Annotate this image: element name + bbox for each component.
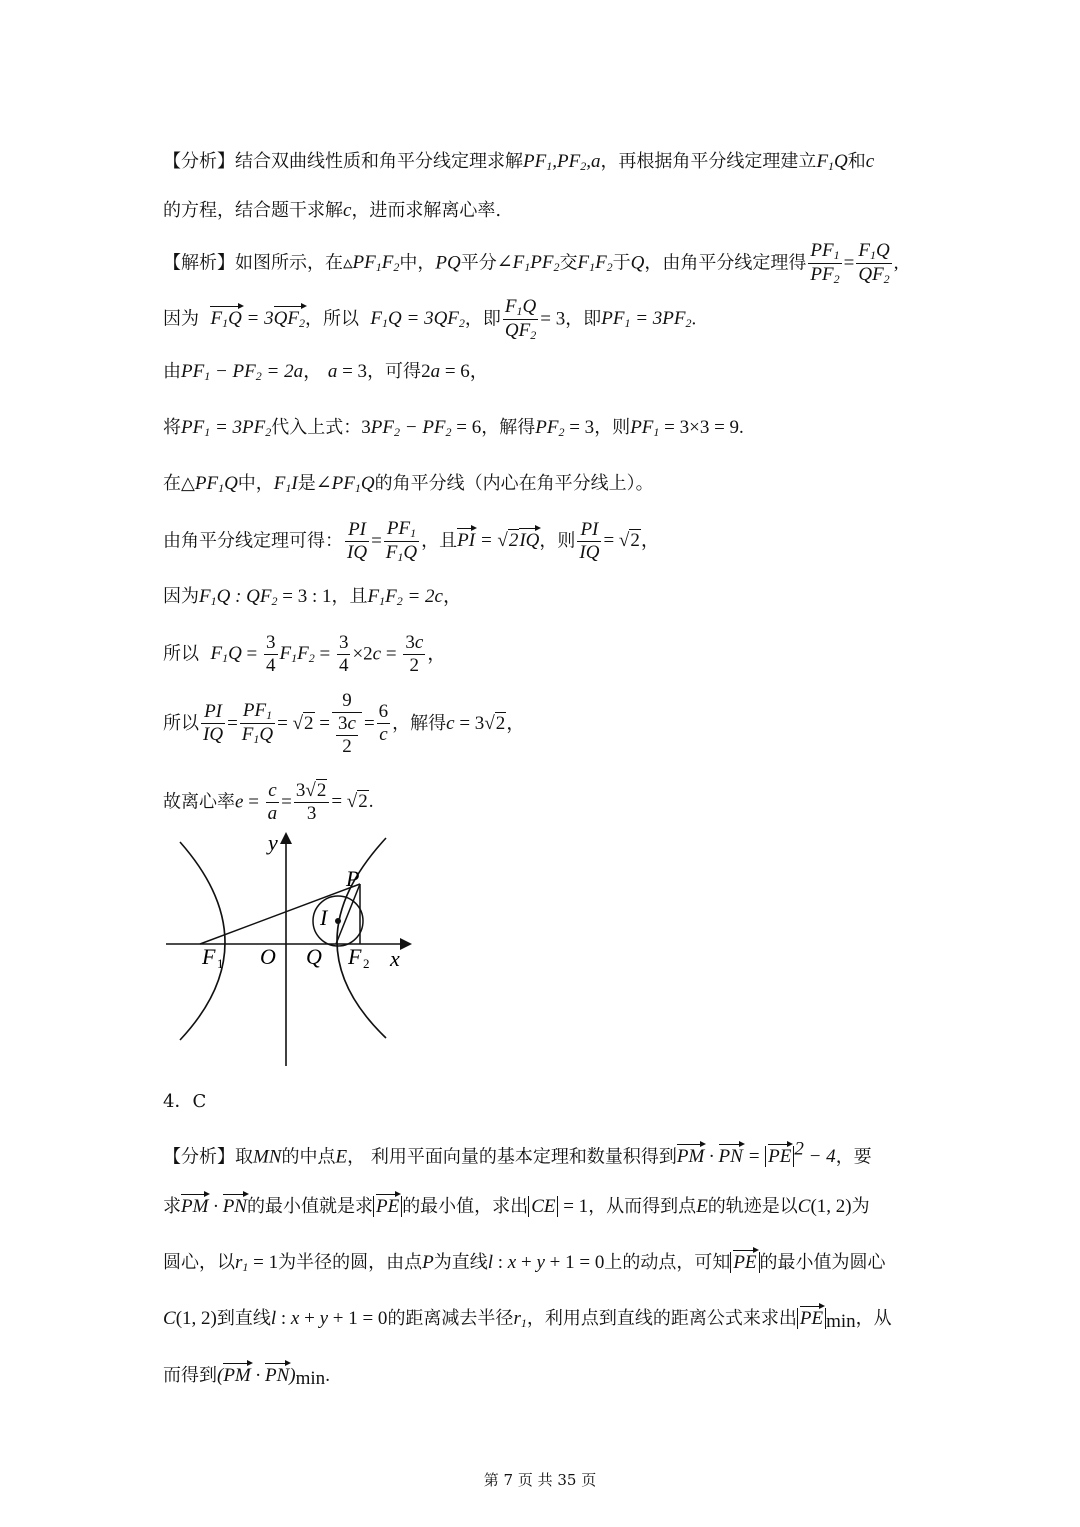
analysis-line-1: 【分析】结合双曲线性质和角平分线定理求解$PF_1,PF_2,a$，再根据角平分线定理建立$F_1Q$和c xyxy=(163,151,875,173)
solution-line-2: 因为 $F_1Q = 3QF_2$，所以 $F_1Q = 3QF_2$，即 $\frac{F_1Q}{QF_2}$ = 3，即$PF_1 = 3PF_2$. xyxy=(163,296,697,342)
solution-line-8: 所以 $F_1Q$ = $\frac{3}{4}$ $F_1F_2$ = $\frac{3}{4}$ ×2c = $\frac{3c}{2}$ ， xyxy=(163,632,447,676)
label-x: x xyxy=(390,946,400,971)
p4-line-1: 【分析】取MN的中点E， 利用平面向量的基本定理和数量积得到PM · PN = PE $^2$ − 4，要 xyxy=(163,1139,872,1168)
solution-line-5: 在$\triangle PF_1Q$中，$F_1I$是$\angle PF_1Q$的角平分线（内心在角平分线上）。 xyxy=(163,473,654,495)
label-F2: F xyxy=(348,944,362,969)
solution-line-4: 将$PF_1 = 3PF_2$代入上式：$3PF_2 - PF_2 = 6$，解得$PF_2 = 3$，则$PF_1 = 3\times 3 = 9$. xyxy=(163,417,744,439)
solution-line-6: 由角平分线定理可得： $\frac{PI}{IQ}$ = $\frac{PF_1}{F_1Q}$ ，且PI = √2IQ，则 $\frac{PI}{IQ}$ = √2， xyxy=(163,518,660,564)
segment-F1P xyxy=(200,884,360,944)
p4-line-4: C(1, 2)到直线l : x + y + 1 = 0的距离减去半径$r_1$，利用点到直线的距离公式来求出 PE $_{min}$，从 xyxy=(163,1308,892,1332)
p4-line-5: 而得到$(PM \cdot PN)_{min}$. xyxy=(163,1365,330,1389)
p4-line-2: 求PM · PN的最小值就是求 PE 的最小值，求出 CE = 1，从而得到点E的轨迹是以C(1, 2)为 xyxy=(163,1196,870,1217)
svg-text:1: 1 xyxy=(217,956,224,971)
analysis-line-2: 的方程，结合题干求解c，进而求解离心率. xyxy=(163,200,502,221)
label-I: I xyxy=(320,905,328,930)
x-axis-arrow xyxy=(400,938,412,950)
label-P: P xyxy=(346,866,360,891)
right-branch xyxy=(337,838,386,1038)
answer-4: 4．C xyxy=(163,1091,207,1112)
label-O: O xyxy=(260,944,276,969)
y-axis-arrow xyxy=(280,832,292,844)
solution-line-1: 【解析】如图所示，在$▵PF_1F_2$中，PQ平分$\angle F_1PF_2$交$F_1F_2$于Q，由角平分线定理得 $\frac{PF_1}{PF_2}$ = $\frac{F_1Q}{QF_2}$ , xyxy=(163,240,899,286)
page-footer: 第 7 页 共 35 页 xyxy=(483,1471,597,1489)
label-y: y xyxy=(268,830,278,855)
solution-line-10: 故离心率e = $\frac{c}{a}$ = $\frac{3√2}{3}$ = √2. xyxy=(163,780,374,824)
label-Q: Q xyxy=(306,944,322,969)
solution-line-9: 所以 $\frac{PI}{IQ}$ = $\frac{PF_1}{F_1Q}$ = √2 = $\frac{9}{\frac{3c}{2}}$ = $\frac{6}{c}$ ，解得c = 3√2， xyxy=(163,690,526,757)
left-branch xyxy=(180,842,225,1040)
solution-line-7: 因为$F_1Q$ : $QF_2 = 3$ : 1，且$F_1F_2 = 2c$， xyxy=(163,586,462,608)
hyperbola-graph xyxy=(160,830,420,1070)
incenter-point xyxy=(335,918,341,924)
p4-line-3: 圆心，以$r_1 = 1$为半径的圆，由点P为直线l : x + y + 1 = 0上的动点，可知 PE 的最小值为圆心 xyxy=(163,1252,886,1274)
svg-text:2: 2 xyxy=(363,956,370,971)
solution-line-3: 由$PF_1 - PF_2 = 2a$， a = 3，可得2a = 6， xyxy=(163,361,489,383)
label-F1: F xyxy=(202,944,216,969)
